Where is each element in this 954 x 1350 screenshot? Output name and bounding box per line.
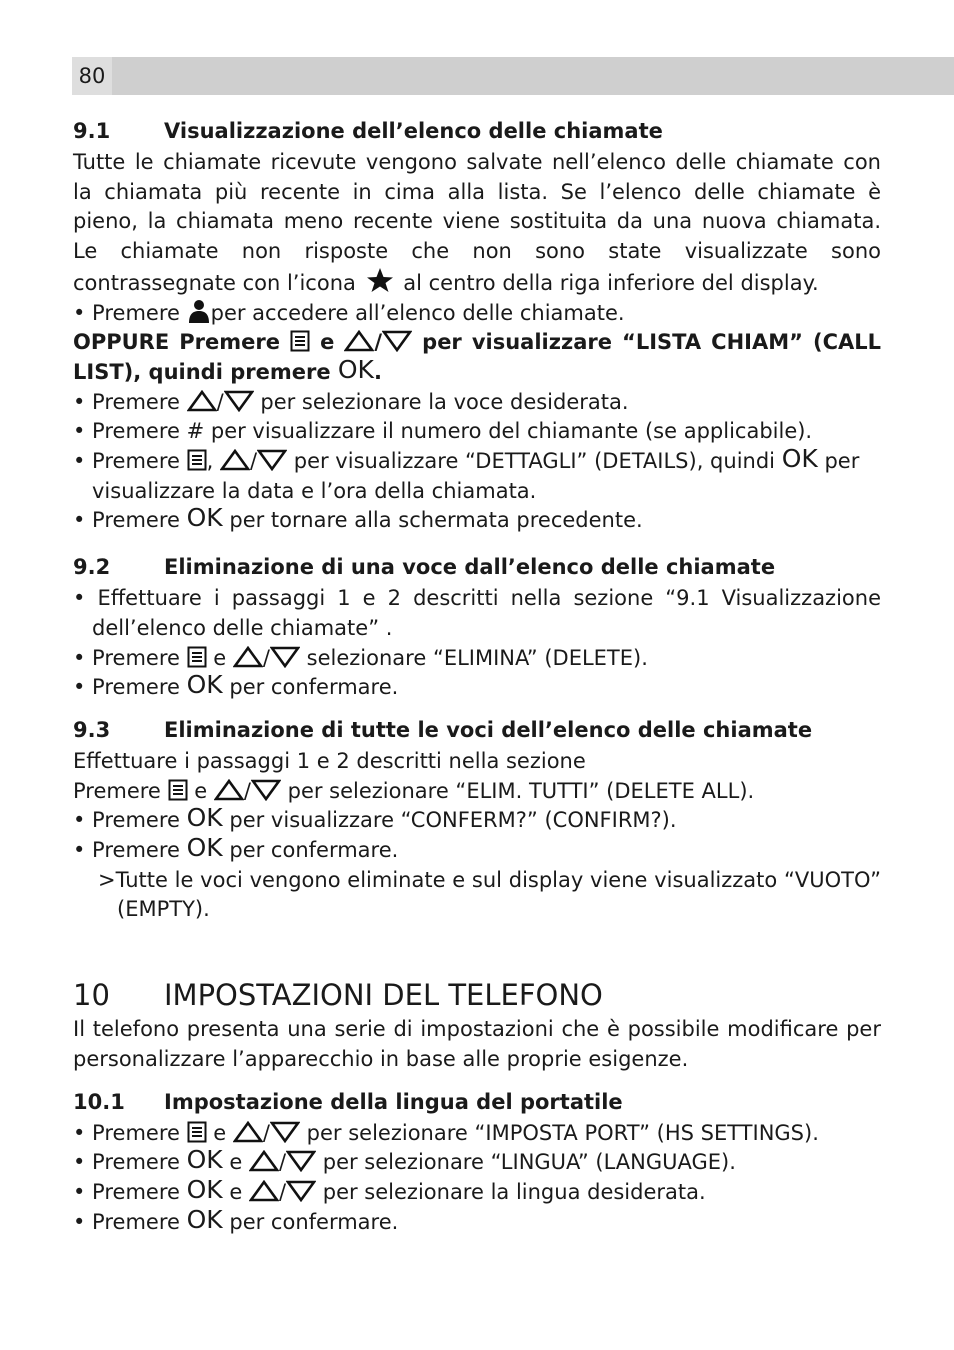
bullet-text: • Premere: [73, 1150, 180, 1175]
page-number: 80: [72, 57, 112, 95]
page-content: [73, 114, 881, 1237]
chapter-10-intro: Il telefono presenta una serie di impostazioni che è possibile modificare per personalizzare l’apparecchio in base alle proprie esigenze.: [73, 1017, 881, 1071]
section-number: 9.1: [73, 119, 111, 143]
alt-text: per visualizzare “LISTA CHIAM” (CALL LIST), quindi premere: [73, 330, 881, 384]
chapter-title: IMPOSTAZIONI DEL TELEFONO: [164, 978, 603, 1013]
up-triangle-icon: [233, 1121, 263, 1143]
section-10-1-bullet-4: [73, 1204, 881, 1238]
up-triangle-icon: [187, 390, 217, 412]
section-title: Impostazione della lingua del portatile: [164, 1089, 623, 1114]
bullet-text: per accedere all’elenco delle chiamate.: [210, 300, 625, 325]
menu-icon: [187, 646, 207, 668]
section-9-3-line-1: Effettuare i passaggi 1 e 2 descritti nella sezione: [73, 748, 586, 773]
bullet-text: per selezionare “LINGUA” (LANGUAGE).: [322, 1150, 736, 1175]
down-triangle-icon: [286, 1150, 316, 1172]
ok-key: OK: [186, 670, 223, 700]
menu-icon: [187, 449, 207, 471]
section-number: 9.3: [73, 717, 111, 742]
bullet-text: per visualizzare “CONFERM?” (CONFIRM?).: [229, 808, 677, 833]
section-9-1-bullet-2: • Premere / per selezionare la voce desiderata.: [73, 389, 629, 414]
bullet-text: per confermare.: [229, 675, 399, 700]
alt-text: OPPURE Premere: [73, 330, 280, 355]
section-9-2-bullet-1: • Effettuare i passaggi 1 e 2 descritti nella sezione “9.1 Visualizzazione dell’elenco delle chiamate” .: [73, 586, 881, 640]
section-10-1-bullet-2: • Premere OK e / per selezionare “LINGUA” (LANGUAGE).: [73, 1145, 736, 1175]
line-text: per selezionare “ELIM. TUTTI” (DELETE ALL).: [287, 778, 755, 803]
ok-key: OK: [186, 503, 223, 533]
bullet-text: • Premere: [73, 508, 180, 533]
down-triangle-icon: [382, 330, 412, 352]
section-9-1-intro: [73, 148, 881, 299]
section-9-1-bullet-5: [73, 503, 881, 536]
down-triangle-icon: [270, 646, 300, 668]
bullet-text: per selezionare “IMPOSTA PORT” (HS SETTINGS).: [306, 1120, 819, 1145]
bullet-text: • Premere: [73, 675, 180, 700]
section-10-1-bullet-1: • Premere e / per selezionare “IMPOSTA PORT” (HS SETTINGS).: [73, 1120, 819, 1145]
bullet-text: • Premere: [73, 300, 180, 325]
intro-text-end: al centro della riga inferiore del display.: [403, 270, 819, 295]
up-triangle-icon: [344, 330, 374, 352]
up-triangle-icon: [233, 646, 263, 668]
ok-key: OK: [186, 1174, 223, 1204]
section-number: 9.2: [73, 555, 111, 580]
section-title: Eliminazione di tutte le voci dell’elenco delle chiamate: [164, 717, 813, 742]
section-9-2-bullet-3: [73, 670, 881, 703]
bullet-text: selezionare “ELIMINA” (DELETE).: [306, 645, 648, 670]
bullet-text: • Premere: [73, 449, 180, 474]
intro-text: Tutte le chiamate ricevute vengono salvate nell’elenco delle chiamate con la chiamata più recente in cima alla lista. Se l’elenco delle chiamate è pieno, la chiamata meno recente viene sostituita da una nuova chiamata. Le chiamate non risposte che non sono state visualizzate sono contrassegnate con l’icona: [73, 150, 881, 295]
bullet-text: per selezionare la voce desiderata.: [260, 389, 629, 414]
section-10-1-heading: [73, 1085, 881, 1119]
header-bar: [72, 57, 954, 95]
down-triangle-icon: [224, 390, 254, 412]
up-triangle-icon: [249, 1150, 279, 1172]
ok-key: OK: [337, 354, 374, 384]
section-title: Eliminazione di una voce dall’elenco delle chiamate: [164, 555, 776, 580]
ok-key: OK: [781, 444, 818, 474]
ok-key: OK: [186, 803, 223, 833]
bullet-text: • Premere: [73, 389, 180, 414]
section-9-3-heading: [73, 713, 881, 747]
bullet-text: • Premere: [73, 1209, 180, 1234]
bullet-text: • Premere: [73, 808, 180, 833]
ok-key: OK: [186, 833, 223, 863]
alt-text: e: [320, 330, 335, 355]
bullet-text: e: [213, 645, 227, 670]
section-9-1-bullet-4: • Premere , / per visualizzare “DETTAGLI” (DETAILS), quindi OK per visualizzare la data e l’ora della chiamata.: [73, 444, 860, 503]
bullet-text: per tornare alla schermata precedente.: [229, 508, 643, 533]
bullet-text: • Premere: [73, 645, 180, 670]
bullet-text: e: [229, 1179, 243, 1204]
menu-icon: [168, 779, 188, 801]
person-icon: [187, 299, 211, 323]
section-9-3-bullet-2: [73, 833, 881, 866]
bullet-text: per selezionare la lingua desiderata.: [322, 1179, 706, 1204]
section-9-1-bullet-1: [73, 299, 881, 329]
bullet-text: ,: [206, 449, 214, 474]
section-9-2-bullet-2: • Premere e / selezionare “ELIMINA” (DELETE).: [73, 645, 648, 670]
bullet-text: per visualizzare “DETTAGLI” (DETAILS), quindi: [293, 449, 775, 474]
bullet-text: per confermare.: [229, 1209, 399, 1234]
section-number: 10.1: [73, 1089, 125, 1114]
bullet-text: • Premere: [73, 838, 180, 863]
alt-text: .: [373, 359, 382, 384]
bullet-text: • Premere: [73, 1120, 180, 1145]
bullet-text: e: [213, 1120, 227, 1145]
section-title: Visualizzazione dell’elenco delle chiamate: [164, 119, 663, 143]
section-9-3-line-2: Premere e / per selezionare “ELIM. TUTTI” (DELETE ALL).: [73, 778, 755, 803]
down-triangle-icon: [251, 779, 281, 801]
bullet-text: per visualizzare la data e l’ora della chiamata.: [92, 449, 860, 503]
section-9-3-bullet-1: [73, 803, 881, 836]
bullet-text: per confermare.: [229, 838, 399, 863]
up-triangle-icon: [220, 449, 250, 471]
ok-key: OK: [186, 1145, 223, 1175]
up-triangle-icon: [249, 1180, 279, 1202]
section-9-1-heading: [73, 114, 881, 148]
down-triangle-icon: [270, 1121, 300, 1143]
down-triangle-icon: [286, 1180, 316, 1202]
line-text: Premere: [73, 778, 161, 803]
section-9-1-alternative: OPPURE Premere e / per visualizzare “LISTA CHIAM” (CALL LIST), quindi premere OK.: [73, 330, 881, 384]
chapter-number: 10: [73, 978, 110, 1013]
line-text: e: [194, 778, 208, 803]
bullet-text: • Premere: [73, 1179, 180, 1204]
down-triangle-icon: [257, 449, 287, 471]
section-9-3-result: >Tutte le voci vengono eliminate e sul display viene visualizzato “VUOTO” (EMPTY).: [98, 867, 881, 922]
bullet-text: e: [229, 1150, 243, 1175]
section-9-1-bullet-3: • Premere # per visualizzare il numero del chiamante (se applicabile).: [73, 419, 813, 444]
up-triangle-icon: [214, 779, 244, 801]
star-icon: [363, 267, 397, 293]
chapter-10-heading: [73, 975, 881, 1015]
section-9-2-heading: [73, 550, 881, 584]
ok-key: OK: [186, 1204, 223, 1234]
menu-icon: [187, 1121, 207, 1143]
menu-icon: [290, 330, 310, 352]
section-10-1-bullet-3: • Premere OK e / per selezionare la lingua desiderata.: [73, 1174, 706, 1204]
